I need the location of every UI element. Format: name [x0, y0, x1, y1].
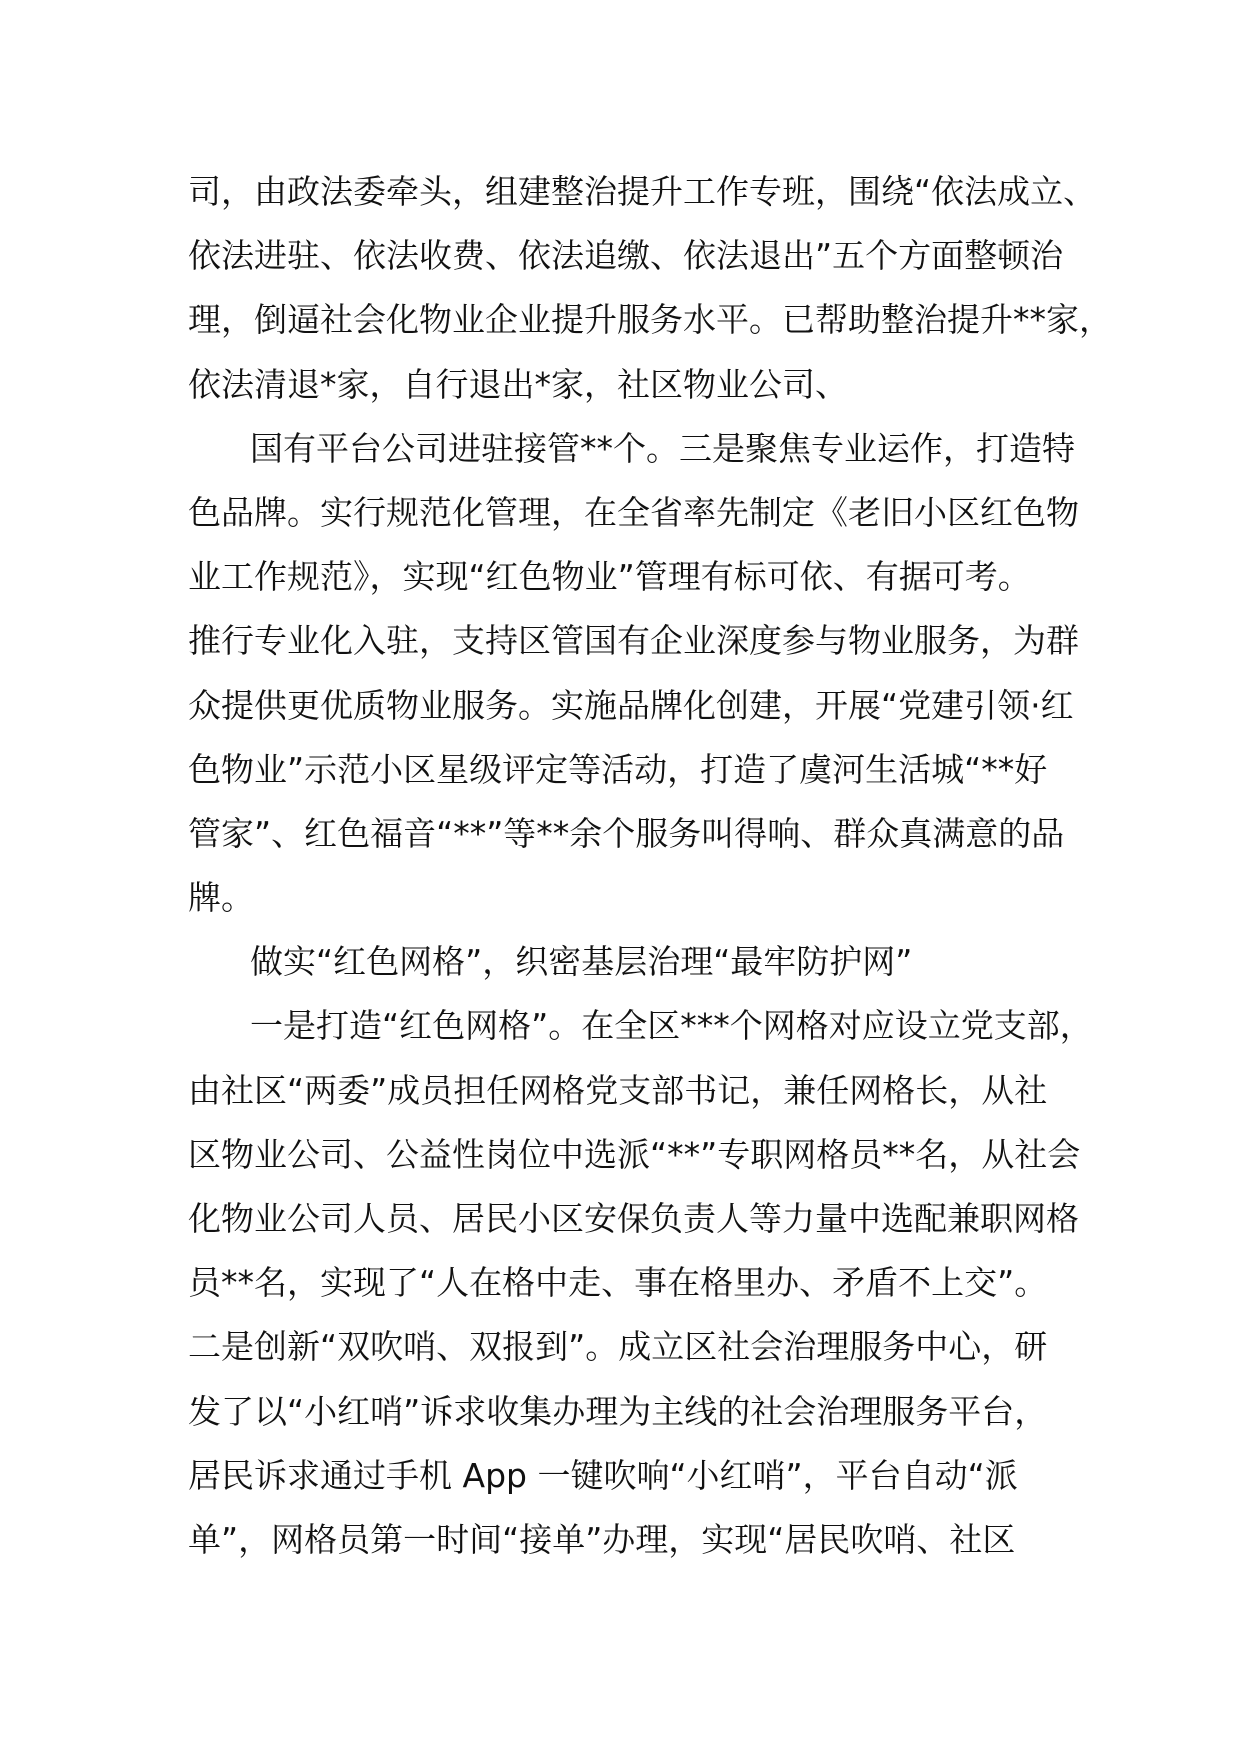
document-body [188, 160, 1112, 1572]
text-line: 依法进驻、依法收费、依法追缴、依法退出”五个方面整顿治 [188, 236, 1064, 276]
text-line: 司，由政法委牵头，组建整治提升工作专班，围绕“依法成立、 [188, 172, 1097, 211]
text-line: 推行专业化入驻，支持区管国有企业深度参与物业服务，为群 [188, 621, 1079, 661]
text-line: 二是创新“双吹哨、双报到”。成立区社会治理服务中心，研 [188, 1327, 1048, 1367]
text-line: 依法清退*家，自行退出*家，社区物业公司、 [188, 364, 848, 404]
text-line: 发了以“小红哨”诉求收集办理为主线的社会治理服务平台， [188, 1391, 1048, 1431]
text-line: 色物业”示范小区星级评定等活动，打造了虞河生活城“**好 [188, 749, 1048, 789]
section-heading: 做实“红色网格”，织密基层治理“最牢防护网” [250, 942, 913, 982]
text-line: 居民诉求通过手机 App 一键吹响“小红哨”，平台自动“派 [188, 1455, 1018, 1495]
text-line: 区物业公司、公益性岗位中选派“**”专职网格员**名，从社会 [188, 1134, 1081, 1174]
text-line: 单”，网格员第一时间“接单”办理，实现“居民吹哨、社区 [188, 1519, 1016, 1559]
text-line: 由社区“两委”成员担任网格党支部书记，兼任网格长，从社 [188, 1070, 1048, 1110]
text-line: 管家”、红色福音“**”等**余个服务叫得响、群众真满意的品 [188, 813, 1065, 853]
paragraph-start-line: 一是打造“红色网格”。在全区***个网格对应设立党支部， [250, 1006, 1093, 1046]
text-line: 众提供更优质物业服务。实施品牌化创建，开展“党建引领·红 [188, 685, 1074, 725]
text-line: 员**名，实现了“人在格中走、事在格里办、矛盾不上交”。 [188, 1263, 1048, 1303]
text-line: 化物业公司人员、居民小区安保负责人等力量中选配兼职网格 [188, 1199, 1079, 1238]
paragraph-start-line: 国有平台公司进驻接管**个。三是聚焦专业运作，打造特 [250, 428, 1075, 468]
text-line: 牌。 [188, 878, 254, 918]
text-line: 业工作规范》，实现“红色物业”管理有标可依、有据可考。 [188, 557, 1031, 597]
text-line: 理，倒逼社会化物业企业提升服务水平。已帮助整治提升**家， [188, 300, 1112, 340]
text-line: 色品牌。实行规范化管理，在全省率先制定《老旧小区红色物 [188, 492, 1079, 532]
